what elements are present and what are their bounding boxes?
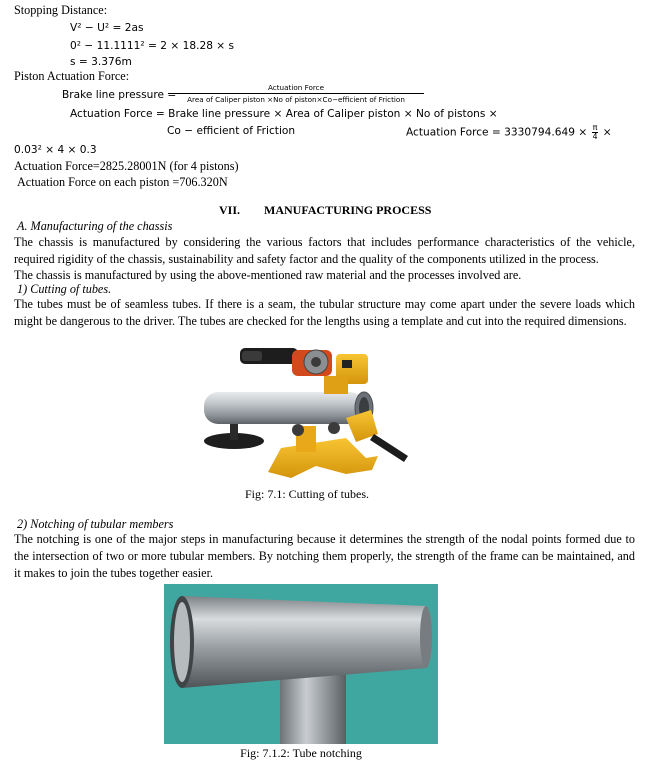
- stopping-distance-title: Stopping Distance:: [14, 3, 108, 17]
- cutting-tubes-paragraph: The tubes must be of seamless tubes. If there is a seam, the tubular structure may come apart under the severe loads which might be dangerous to the driver. The tubes are checked for the lengths using a template and cut into the required dimensions.: [14, 297, 635, 328]
- result-each-piston: Actuation Force on each piston =706.320N: [17, 175, 228, 189]
- result-total-force: Actuation Force=2825.28001N (for 4 pistons): [14, 159, 239, 173]
- section-number: VII.: [219, 203, 241, 217]
- brake-pressure-lhs: Brake line pressure =: [62, 89, 177, 101]
- piston-force-title: Piston Actuation Force:: [14, 69, 130, 83]
- calc-lead: Actuation Force = 3330794.649 ×: [406, 126, 588, 139]
- tube-cutting-machine-image: [196, 338, 418, 488]
- equation-result: s = 3.376m: [70, 56, 132, 68]
- tube-notching-image: [164, 584, 438, 744]
- figure-1-caption: Fig: 7.1: Cutting of tubes.: [244, 487, 369, 501]
- tube-notching-illustration: [164, 584, 438, 744]
- actuation-force-calc: [406, 124, 612, 141]
- fraction-numerator: Actuation Force: [168, 83, 424, 94]
- calc-continuation: 0.03² × 4 × 0.3: [14, 144, 97, 156]
- subsection-a-label: A. Manufacturing of the chassis: [17, 219, 173, 233]
- subsection-a-paragraph-2: The chassis is manufactured by using the above-mentioned raw material and the processes involved are.: [14, 268, 522, 282]
- calc-tail: ×: [602, 126, 612, 139]
- equation-kinematics: V² − U² = 2as: [70, 22, 144, 34]
- four: 4: [592, 132, 598, 141]
- notching-label: 2) Notching of tubular members: [17, 517, 174, 531]
- fraction-denominator: Area of Caliper piston ×No of piston×Co−efficient of Friction: [187, 95, 405, 104]
- actuation-force-formula: Actuation Force = Brake line pressure × Area of Caliper piston × No of pistons ×: [70, 108, 498, 120]
- figure-2-caption: Fig: 7.1.2: Tube notching: [240, 746, 362, 760]
- actuation-force-formula-cont: Co − efficient of Friction: [167, 125, 296, 137]
- cutting-tubes-label: 1) Cutting of tubes.: [17, 282, 112, 296]
- notching-paragraph: The notching is one of the major steps in manufacturing because it determines the strength of the nodal points formed due to the intersection of two or more tubular members. By notching them properly, the strength of the frame can be maintained, and it makes to join the tubes together easier.: [14, 532, 635, 580]
- section-title: MANUFACTURING PROCESS: [264, 203, 432, 217]
- subsection-a-paragraph-1: The chassis is manufactured by considering the various factors that includes performance characteristics of the vehicle, required rigidity of the chassis, sustainability and safety factor and the quality of the components utilized in the process.: [14, 235, 635, 266]
- brake-pressure-fraction: [168, 83, 424, 104]
- tube-cutting-machine-illustration: [196, 338, 418, 488]
- pi-over-four: [592, 124, 599, 141]
- pi-symbol: π: [592, 123, 598, 132]
- equation-substitution: 0² − 11.1111² = 2 × 18.28 × s: [70, 40, 235, 52]
